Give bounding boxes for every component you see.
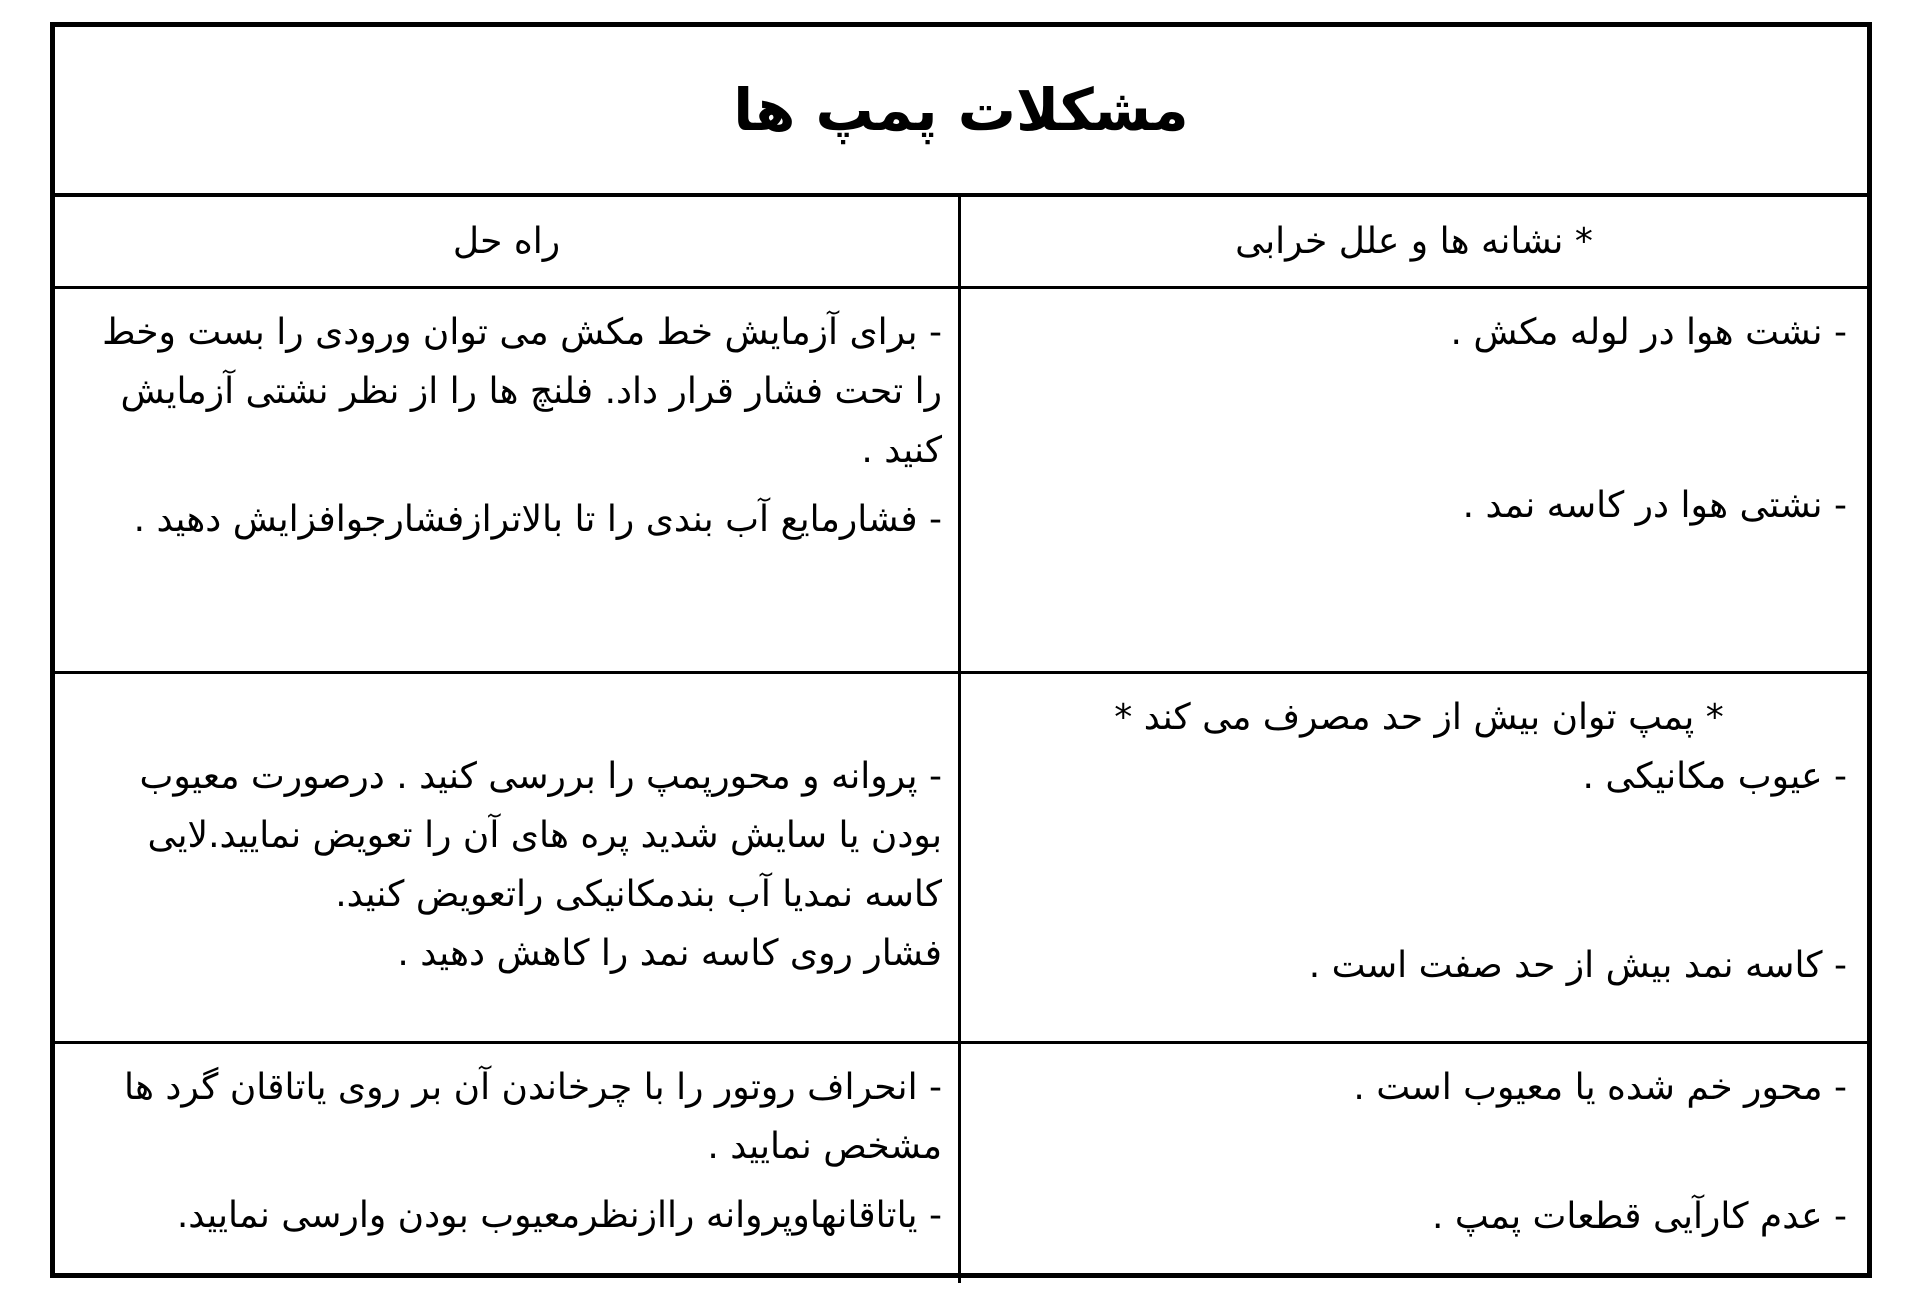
header-solution: راه حل [452,221,561,262]
title-row [55,27,1867,197]
table-row [55,1044,1867,1283]
header-symptoms: * نشانه ها و علل خرابی [958,197,1867,286]
causes-cell [958,674,1867,1041]
solutions-cell [55,674,958,1041]
solution-item: - فشارمایع آب بندی را تا بالاترازفشارجوافزایش دهید . [133,499,942,540]
solution-item: - پروانه و محورپمپ را بررسی کنید . درصورت معیوب بودن یا سایش شدید پره های آن را تعویض نمایید.لایی کاسه نمدیا آب بندمکانیکی راتعویض کنید. [139,756,942,915]
cause-item: - کاسه نمد بیش از حد صفت است . [1308,945,1847,986]
solutions-cell [55,289,958,671]
table-header-row [55,197,1867,289]
cause-item: - محور خم شده یا معیوب است . [1353,1067,1847,1108]
cause-item: - نشت هوا در لوله مکش . [1450,312,1847,353]
cause-item: - عیوب مکانیکی . [1582,756,1847,797]
page-title: مشکلات پمپ ها [733,76,1189,144]
solution-item: - انحراف روتور را با چرخاندن آن بر روی یاتاقان گرد ها مشخص نمایید . [124,1067,942,1167]
solution-item: - یاتاقانهاوپروانه راازنظرمعیوب بودن وارسی نمایید. [176,1195,942,1236]
pump-problems-table [50,22,1872,1278]
solution-item: فشار روی کاسه نمد را کاهش دهید . [397,933,942,974]
solutions-cell [55,1044,958,1283]
table-row [55,289,1867,674]
table-body [55,197,1867,1273]
solution-item: - برای آزمایش خط مکش می توان ورودی را بست وخط را تحت فشار قرار داد. فلنچ ها را از نظر نشتی آزمایش کنید . [102,312,942,471]
causes-cell [958,289,1867,671]
cause-item: - عدم کارآیی قطعات پمپ . [1432,1196,1847,1237]
causes-cell [958,1044,1867,1283]
cause-item: - نشتی هوا در کاسه نمد . [1462,485,1847,526]
condition-heading: * پمپ توان بیش از حد مصرف می کند * [1114,697,1724,738]
table-row [55,674,1867,1044]
